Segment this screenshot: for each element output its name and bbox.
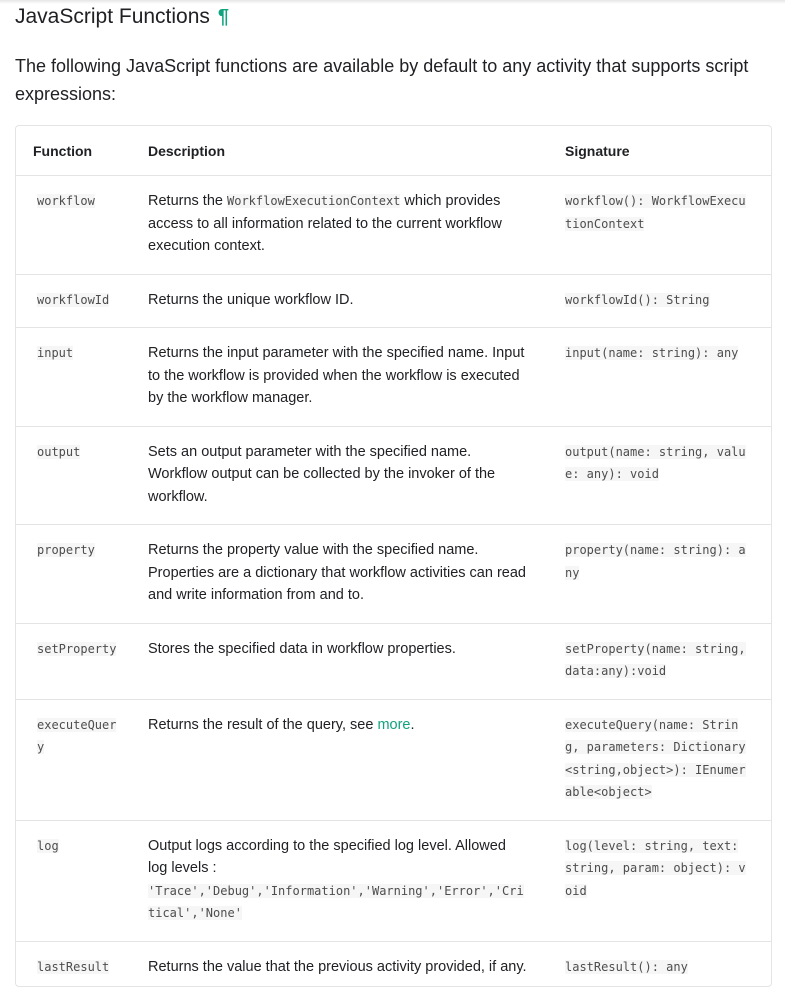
table-row bbox=[16, 623, 771, 699]
more-link[interactable]: more bbox=[377, 716, 411, 733]
function-name: log bbox=[37, 838, 59, 853]
function-name: output bbox=[37, 444, 81, 459]
header-description: Description bbox=[130, 126, 557, 176]
function-signature: output(name: string, value: any): void bbox=[565, 444, 746, 481]
function-signature: setProperty(name: string,data:any):void bbox=[565, 641, 746, 678]
anchor-link-icon[interactable]: ¶ bbox=[217, 6, 230, 28]
function-signature: workflow(): WorkflowExecutionContext bbox=[565, 194, 746, 231]
function-description: Returns the unique workflow ID. bbox=[130, 274, 557, 328]
section-title-text: JavaScript Functions bbox=[15, 5, 210, 28]
header-function: Function bbox=[16, 126, 130, 176]
function-name: property bbox=[37, 543, 95, 557]
function-description: Output logs according to the specified log level. Allowed log levels : 'Trace','Debug','Information','Warning','Error','Critical','None' bbox=[130, 820, 557, 941]
intro-paragraph: The following JavaScript functions are available by default to any activity that supports script expressions: bbox=[15, 56, 749, 104]
log-levels-code: 'Trace','Debug','Information','Warning','Error','Critical','None' bbox=[148, 883, 524, 920]
function-description: Returns the value that the previous activity provided, if any. bbox=[130, 941, 557, 987]
function-signature: executeQuery(name: String, parameters: Dictionary<string,object>): IEnumerable<object> bbox=[565, 717, 746, 799]
function-name: lastResult bbox=[37, 959, 110, 974]
table-row bbox=[16, 941, 771, 987]
table-row bbox=[16, 426, 771, 525]
function-signature: property(name: string): any bbox=[565, 543, 746, 580]
function-signature: lastResult(): any bbox=[565, 959, 688, 974]
function-name: workflow bbox=[37, 194, 95, 208]
function-signature: workflowId(): String bbox=[565, 292, 710, 307]
table-row bbox=[16, 525, 771, 624]
table-row bbox=[16, 274, 771, 328]
table-row bbox=[16, 328, 771, 427]
function-signature: input(name: string): any bbox=[565, 346, 739, 360]
function-name: executeQuery bbox=[37, 717, 117, 754]
inline-code: WorkflowExecutionContext bbox=[227, 194, 401, 208]
table-row bbox=[16, 820, 771, 941]
function-description: Sets an output parameter with the specified name. Workflow output can be collected by the invoker of the workflow. bbox=[130, 426, 557, 525]
functions-table-container bbox=[15, 125, 772, 987]
function-name: setProperty bbox=[37, 641, 117, 656]
function-description: Returns the property value with the specified name. Properties are a dictionary that workflow activities can read and write information from and to. bbox=[130, 525, 557, 624]
functions-table bbox=[16, 126, 771, 987]
function-description: Returns the input parameter with the specified name. Input to the workflow is provided when the workflow is executed by the workflow manager. bbox=[130, 328, 557, 427]
function-description: Returns the result of the query, see more. bbox=[130, 699, 557, 820]
header-signature: Signature bbox=[557, 126, 771, 176]
table-row bbox=[16, 176, 771, 275]
function-description: Stores the specified data in workflow properties. bbox=[130, 623, 557, 699]
section-heading bbox=[15, 4, 229, 30]
function-description: Returns the WorkflowExecutionContext which provides access to all information related to the current workflow execution context. bbox=[130, 176, 557, 275]
function-name: input bbox=[37, 346, 74, 360]
table-row bbox=[16, 699, 771, 820]
function-signature: log(level: string, text: string, param: object): void bbox=[565, 838, 746, 898]
function-name: workflowId bbox=[37, 292, 110, 307]
table-header-row bbox=[16, 126, 771, 176]
